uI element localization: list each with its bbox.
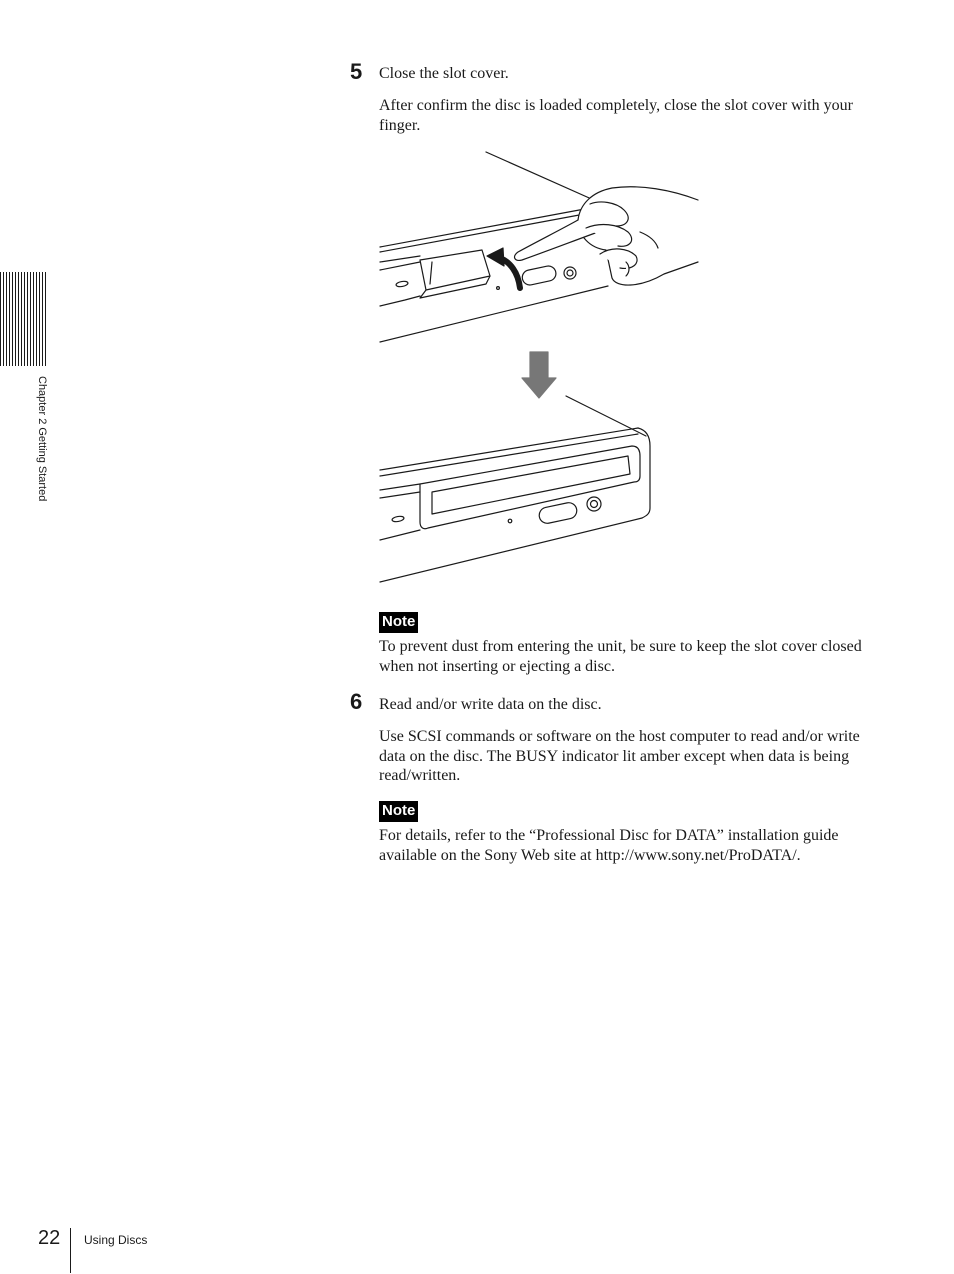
footer-section-label: Using Discs (84, 1233, 148, 1247)
step-body: After confirm the disc is loaded completely, close the slot cover with your finger. (379, 97, 853, 134)
note-text: For details, refer to the “Professional Disc for DATA” installation guide available on the Sony Web site at http://www.sony.net/ProDATA/. (379, 827, 839, 864)
note-text: To prevent dust from entering the unit, be sure to keep the slot cover closed when not inserting or ejecting a disc. (379, 638, 862, 675)
chapter-tab-label: Chapter 2 Getting Started (36, 376, 48, 502)
footer-divider (70, 1228, 71, 1273)
page-number: 22 (38, 1227, 61, 1249)
step-down-arrow-icon (522, 352, 556, 398)
note-badge: Note (379, 612, 418, 633)
slot-cover-illustration (375, 148, 715, 588)
chapter-tab-stripes (0, 272, 48, 366)
step-body: Use SCSI commands or software on the host computer to read and/or write data on the disc. The BUSY indicator lit amber except when data is being read/written. (379, 728, 860, 784)
note-badge: Note (379, 801, 418, 822)
step-number: 6 (350, 689, 363, 714)
step-title: Read and/or write data on the disc. (379, 696, 602, 713)
drive-closed-cover-icon (380, 396, 650, 582)
step-number: 5 (350, 59, 363, 84)
drive-open-cover-icon (380, 152, 608, 342)
step-title: Close the slot cover. (379, 65, 509, 82)
hand-closing-cover-icon (515, 187, 698, 285)
